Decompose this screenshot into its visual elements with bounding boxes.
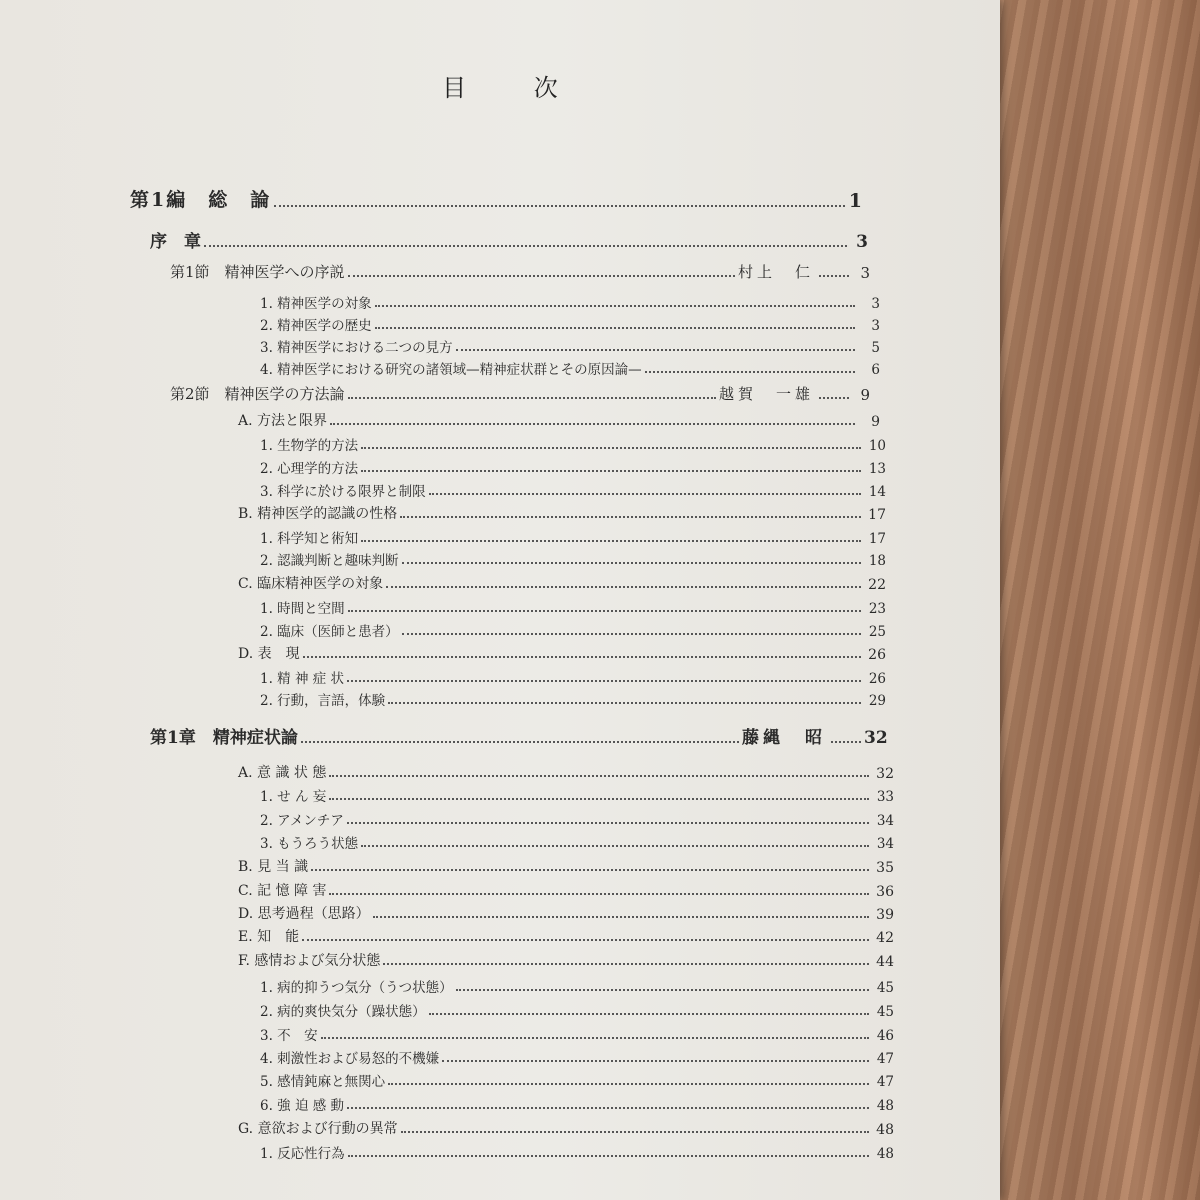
toc-entry-page-number: 13: [868, 461, 886, 477]
toc-entry-page-number: 6: [871, 362, 880, 378]
toc-entry-label: 1. 時間と空間: [260, 601, 345, 617]
toc-entry-label: G. 意欲および行動の異常: [238, 1121, 398, 1137]
toc-entry-s2-C1: [260, 597, 886, 617]
dot-leader: [348, 610, 861, 612]
toc-entry-label: 6. 強 迫 感 動: [260, 1098, 345, 1114]
toc-entry-page-number: 5: [871, 340, 880, 356]
toc-entry-label: 3. 精神医学における二つの見方: [260, 340, 453, 356]
toc-entry-page-number: 10: [868, 438, 886, 454]
toc-entry-page-number: 48: [876, 1146, 894, 1162]
toc-entry-s1-2: [260, 314, 880, 334]
toc-entry-author: 村上 仁: [737, 263, 814, 281]
toc-entry-label: F. 感情および気分状態: [238, 953, 381, 969]
toc-entry-label: 3. 不 安: [260, 1028, 318, 1044]
toc-entry-label: 1. 科学知と術知: [260, 531, 359, 547]
toc-entry-label: 4. 精神医学における研究の諸領域—精神症状群とその原因論—: [260, 362, 642, 378]
toc-entry-s2-B1: [260, 527, 886, 547]
toc-entry-label: 第1節 精神医学への序説: [170, 263, 345, 281]
toc-entry-s2-A2: [260, 457, 886, 477]
toc-entry-page-number: 9: [860, 386, 870, 404]
toc-entry-c1-F6: [260, 1094, 894, 1114]
dot-leader: [383, 963, 869, 965]
toc-entry-c1-A1: [260, 785, 894, 805]
toc-entry-page-number: 34: [876, 836, 894, 852]
dot-leader: [401, 1131, 869, 1133]
toc-entry-page-number: 18: [868, 553, 886, 569]
toc-entry-label: 第1編 総 論: [130, 189, 272, 211]
toc-entry-s2-B2: [260, 549, 886, 569]
dot-leader: [321, 1037, 869, 1039]
dot-leader: [303, 656, 861, 658]
toc-entry-page-number: 44: [876, 954, 894, 970]
toc-entry-page-number: 22: [868, 577, 886, 593]
dot-leader: [347, 680, 861, 682]
dot-leader: [456, 349, 855, 351]
toc-entry-page-number: 36: [876, 884, 894, 900]
toc-entry-page-number: 35: [876, 860, 894, 876]
toc-entry-author: 越賀 一雄: [718, 385, 814, 403]
dot-leader: [388, 702, 861, 704]
dot-leader: [348, 397, 716, 399]
toc-entry-s1-3: [260, 336, 880, 356]
toc-entry-label: 1. せ ん 妄: [260, 789, 327, 805]
toc-entry-c1-E: [238, 926, 894, 946]
toc-entry-label: B. 見 当 識: [238, 859, 309, 875]
dot-leader: [302, 939, 869, 941]
toc-entry-page-number: 26: [868, 647, 886, 663]
toc-entry-label: 1. 反応性行為: [260, 1146, 345, 1162]
toc-entry-label: 2. アメンチア: [260, 813, 344, 829]
toc-entry-c1-F5: [260, 1070, 894, 1090]
toc-entry-label: 1. 病的抑うつ気分（うつ状態）: [260, 980, 453, 996]
toc-entry-page-number: 1: [848, 190, 862, 212]
toc-entry-label: 3. もうろう状態: [260, 836, 359, 852]
dot-leader: [388, 1083, 869, 1085]
toc-entry-s2-C: [238, 573, 886, 593]
dot-leader: [429, 1013, 869, 1015]
dot-leader: [329, 893, 869, 895]
toc-entry-label: C. 記 憶 障 害: [238, 883, 327, 899]
toc-entry-s2-A3: [260, 480, 886, 500]
toc-entry-page-number: 32: [876, 766, 894, 782]
toc-entry-c1-F3: [260, 1024, 894, 1044]
toc-entry-s2-A: [238, 410, 880, 430]
dot-leader: [402, 633, 861, 635]
dot-leader: [348, 1155, 869, 1157]
toc-entry-label: 1. 精 神 症 状: [260, 671, 345, 687]
dot-leader: [301, 741, 739, 743]
toc-entry-label: E. 知 能: [238, 929, 300, 945]
toc-entry-page-number: 45: [876, 980, 894, 996]
toc-entry-label: 1. 生物学的方法: [260, 438, 359, 454]
toc-entry-page-number: 17: [868, 507, 886, 523]
toc-entry-label: 1. 精神医学の対象: [260, 296, 372, 312]
toc-entry-page-number: 25: [868, 624, 886, 640]
dot-leader: [348, 275, 735, 277]
dot-leader: [361, 470, 861, 472]
dot-leader: [375, 305, 855, 307]
toc-entry-label: D. 表 現: [238, 646, 300, 662]
toc-entry-s2-D1: [260, 667, 886, 687]
toc-entry-joshou: [150, 232, 868, 252]
toc-entry-c1-F: [238, 950, 894, 970]
toc-entry-page-number: 45: [876, 1004, 894, 1020]
toc-entry-s1-1: [260, 292, 880, 312]
toc-entry-c1-F1: [260, 976, 894, 996]
toc-entry-page-number: 23: [868, 601, 886, 617]
toc-entry-c1-F2: [260, 1000, 894, 1020]
dot-leader: [442, 1060, 869, 1062]
dot-leader: [819, 397, 849, 399]
dot-leader: [329, 775, 869, 777]
toc-entry-s2-A1: [260, 434, 886, 454]
toc-entry-page-number: 39: [876, 907, 894, 923]
dot-leader: [347, 1107, 869, 1109]
toc-entry-c1-G: [238, 1118, 894, 1138]
toc-entry-page-number: 47: [876, 1051, 894, 1067]
dot-leader: [204, 245, 847, 247]
dot-leader: [831, 741, 861, 743]
dot-leader: [386, 586, 861, 588]
dot-leader: [361, 845, 869, 847]
toc-entry-s1-4: [260, 358, 880, 378]
toc-entry-s2-D: [238, 643, 886, 663]
toc-entry-s2-B: [238, 503, 886, 523]
toc-entry-part1: [130, 189, 862, 212]
dot-leader: [429, 493, 861, 495]
toc-entry-page-number: 9: [871, 414, 880, 430]
toc-entry-page-number: 14: [868, 484, 886, 500]
toc-entry-c1-A2: [260, 809, 894, 829]
dot-leader: [645, 371, 855, 373]
dot-leader: [456, 989, 869, 991]
dot-leader: [311, 869, 869, 871]
toc-entry-s2: [170, 384, 870, 404]
toc-entry-label: A. 意 識 状 態: [238, 765, 327, 781]
toc-entry-label: B. 精神医学的認識の性格: [238, 506, 398, 522]
dot-leader: [361, 447, 861, 449]
toc-entry-c1-A: [238, 762, 894, 782]
toc-entry-page-number: 32: [864, 728, 888, 748]
toc-entry-page-number: 3: [871, 296, 880, 312]
toc-entry-page-number: 48: [876, 1122, 894, 1138]
toc-entry-c1-A3: [260, 832, 894, 852]
dot-leader: [347, 822, 869, 824]
toc-entry-label: 第2節 精神医学の方法論: [170, 385, 345, 403]
dot-leader: [330, 423, 855, 425]
dot-leader: [375, 327, 855, 329]
toc-entry-ch1: [150, 728, 888, 748]
dot-leader: [373, 916, 869, 918]
wooden-table-background: [990, 0, 1200, 1200]
toc-entry-label: 第1章 精神症状論: [150, 728, 298, 748]
toc-entry-label: 2. 心理学的方法: [260, 461, 359, 477]
dot-leader: [819, 275, 849, 277]
toc-entry-label: A. 方法と限界: [238, 413, 328, 429]
toc-entry-label: 4. 刺激性および易怒的不機嫌: [260, 1051, 440, 1067]
toc-entry-page-number: 42: [876, 930, 894, 946]
toc-entry-label: 5. 感情鈍麻と無関心: [260, 1074, 386, 1090]
toc-entry-label: 2. 精神医学の歴史: [260, 318, 372, 334]
toc-entry-s1: [170, 262, 870, 282]
toc-entry-page-number: 3: [860, 264, 870, 282]
toc-entry-label: 序 章: [150, 232, 201, 252]
toc-entry-page-number: 17: [868, 531, 886, 547]
toc-entry-c1-C: [238, 880, 894, 900]
toc-entry-page-number: 48: [876, 1098, 894, 1114]
toc-entry-author: 藤縄 昭: [742, 728, 826, 748]
toc-entry-page-number: 34: [876, 813, 894, 829]
toc-entry-label: 2. 認識判断と趣味判断: [260, 553, 399, 569]
toc-entry-s2-C2: [260, 620, 886, 640]
toc-entry-label: D. 思考過程（思路）: [238, 906, 370, 922]
toc-entry-page-number: 3: [856, 232, 868, 252]
toc-entry-label: 2. 行動，言語，体験: [260, 693, 386, 709]
toc-entry-page-number: 29: [868, 693, 886, 709]
toc-entry-label: C. 臨床精神医学の対象: [238, 576, 384, 592]
toc-entry-c1-G1: [260, 1142, 894, 1162]
toc-entry-page-number: 3: [871, 318, 880, 334]
toc-entry-s2-D2: [260, 689, 886, 709]
toc-entry-c1-F4: [260, 1047, 894, 1067]
toc-entry-label: 3. 科学に於ける限界と制限: [260, 484, 426, 500]
toc-entry-page-number: 47: [876, 1074, 894, 1090]
toc-entry-c1-B: [238, 856, 894, 876]
dot-leader: [361, 540, 861, 542]
toc-entry-page-number: 46: [876, 1028, 894, 1044]
dot-leader: [402, 562, 861, 564]
page-title: 目 次: [442, 74, 588, 102]
dot-leader: [274, 205, 845, 207]
toc-entry-label: 2. 病的爽快気分（躁状態）: [260, 1004, 426, 1020]
toc-entry-c1-D: [238, 903, 894, 923]
toc-entry-page-number: 26: [868, 671, 886, 687]
toc-entry-label: 2. 臨床（医師と患者）: [260, 624, 399, 640]
toc-entry-page-number: 33: [876, 789, 894, 805]
dot-leader: [329, 798, 869, 800]
dot-leader: [400, 516, 861, 518]
